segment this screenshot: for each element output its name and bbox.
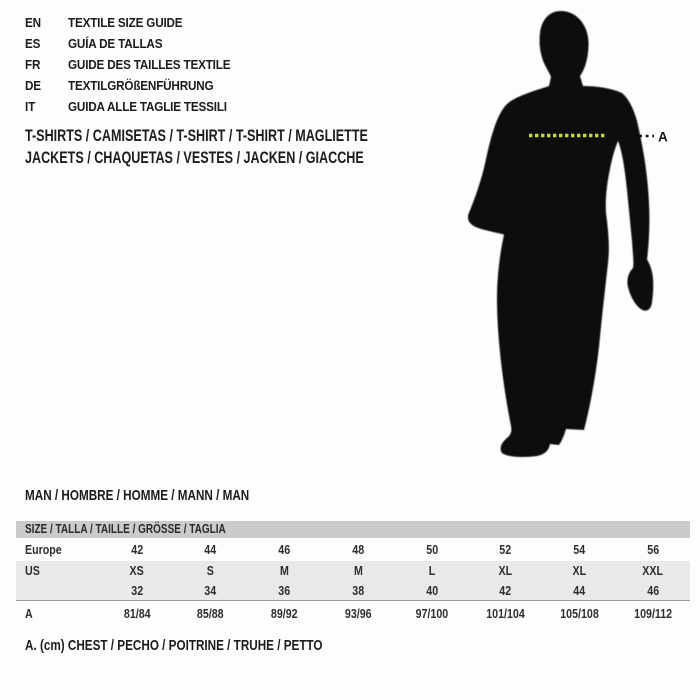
garment-line-tshirts: T-SHIRTS / CAMISETAS / T-SHIRT / T-SHIRT / MAGLIETTE	[25, 126, 368, 145]
language-label: TEXTILE SIZE GUIDE	[68, 15, 183, 30]
measure-label-a: A	[658, 129, 668, 145]
size-cell: 81/84	[123, 605, 151, 621]
size-cell: 50	[425, 542, 438, 557]
size-cell: 40	[425, 582, 438, 598]
footnote-chest: A. (cm) CHEST / PECHO / POITRINE / TRUHE / PETTO	[25, 637, 323, 654]
language-label: GUIDA ALLE TAGLIE TESSILI	[68, 99, 227, 114]
size-cell: M	[279, 563, 289, 578]
section-title-man: MAN / HOMBRE / HOMME / MANN / MAN	[25, 487, 250, 504]
size-cell: L	[428, 563, 436, 578]
size-cell: 89/92	[271, 605, 298, 621]
size-cell: 46	[278, 542, 291, 557]
size-cell: XS	[129, 563, 144, 578]
language-label: GUÍA DE TALLAS	[68, 36, 163, 51]
row-label: A	[25, 605, 33, 621]
size-cell: 46	[647, 582, 660, 598]
size-cell: XL	[498, 563, 513, 578]
language-label: TEXTILGRÖßENFÜHRUNG	[68, 78, 214, 93]
size-cell: 34	[204, 582, 217, 598]
size-cell: 54	[573, 542, 586, 557]
size-cell: M	[353, 563, 363, 578]
size-cell: 85/88	[197, 605, 224, 621]
size-cell: 48	[352, 542, 365, 557]
size-cell: XL	[572, 563, 587, 578]
size-cell: 36	[278, 582, 291, 598]
language-code: EN	[25, 15, 41, 30]
language-code: FR	[25, 57, 41, 72]
table-row-chest-a	[16, 601, 690, 625]
size-cell: 44	[573, 582, 586, 598]
size-cell: 42	[499, 582, 512, 598]
language-code: IT	[25, 99, 36, 114]
row-label: Europe	[25, 542, 62, 557]
size-cell: 93/96	[344, 605, 372, 621]
table-row-us	[16, 561, 690, 580]
size-cell: 42	[130, 542, 143, 557]
garment-line-jackets: JACKETS / CHAQUETAS / VESTES / JACKEN / GIACCHE	[25, 148, 364, 167]
language-label: GUIDE DES TAILLES TEXTILE	[68, 57, 231, 72]
table-row-numeric	[16, 580, 690, 601]
language-code: DE	[25, 78, 41, 93]
size-cell: 101/104	[486, 605, 525, 621]
size-cell: 52	[499, 542, 512, 557]
size-cell: XXL	[642, 563, 664, 578]
size-table-header: SIZE / TALLA / TAILLE / GRÖSSE / TAGLIA	[16, 521, 690, 538]
row-label	[16, 583, 100, 598]
row-label: US	[25, 563, 40, 578]
size-table	[16, 521, 690, 625]
table-row-europe	[16, 538, 690, 561]
size-cell: 32	[130, 582, 143, 598]
size-cell: 105/108	[560, 605, 599, 621]
language-code: ES	[25, 36, 41, 51]
size-cell: 109/112	[634, 605, 673, 621]
size-cell: S	[207, 563, 215, 578]
size-cell: 44	[204, 542, 217, 557]
size-cell: 56	[647, 542, 660, 557]
size-cell: 97/100	[415, 605, 449, 621]
man-silhouette-shape	[468, 11, 653, 457]
size-cell: 38	[352, 582, 365, 598]
